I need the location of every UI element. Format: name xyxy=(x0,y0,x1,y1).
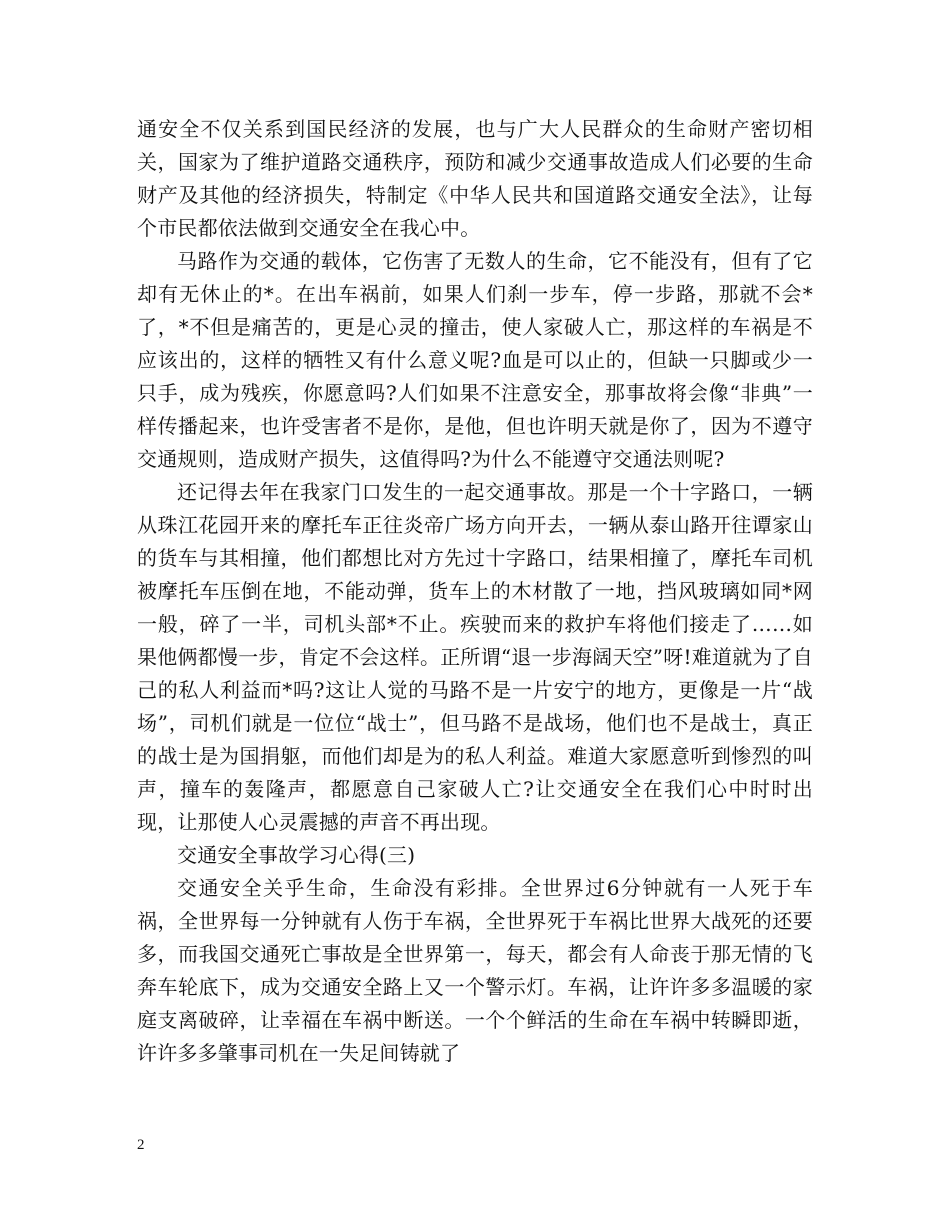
paragraph-continuation: 通安全不仅关系到国民经济的发展，也与广大人民群众的生命财产密切相关，国家为了维护道路交通秩序，预防和减少交通事故造成人们必要的生命财产及其他的经济损失，特制定《中华人民共和国道路交通安全法》，让每个市民都依法做到交通安全在我心中。 xyxy=(137,117,813,240)
page-number: 2 xyxy=(137,1137,145,1153)
section-heading: 交通安全事故学习心得(三) xyxy=(177,843,416,867)
paragraph-road-carrier: 马路作为交通的载体，它伤害了无数人的生命，它不能没有，但有了它却有无休止的*。在出车祸前，如果人们刹一步车，停一步路，那就不会*了，*不但是痛苦的，更是心灵的撞击，使人家破人亡，那这样的车祸是不应该出的，这样的牺牲又有什么意义呢?血是可以止的，但缺一只脚或少一只手，成为残疾，你愿意吗?人们如果不注意安全，那事故将会像“非典”一样传播起来，也许受害者不是你，是他，但也许明天就是你了，因为不遵守交通规则，造成财产损失，这值得吗?为什么不能遵守交通法则呢? xyxy=(137,249,813,471)
body-text xyxy=(137,113,813,1070)
paragraph-life-no-rehearsal: 交通安全关乎生命，生命没有彩排。全世界过6分钟就有一人死于车祸，全世界每一分钟就有人伤于车祸，全世界死于车祸比世界大战死的还要多，而我国交通死亡事故是全世界第一，每天，都会有人命丧于那无情的飞奔车轮底下，成为交通安全路上又一个警示灯。车祸，让许许多多温暖的家庭支离破碎，让幸福在车祸中断送。一个个鲜活的生命在车祸中转瞬即逝，许许多多肇事司机在一失足间铸就了 xyxy=(137,876,813,1065)
paragraph-accident-memory: 还记得去年在我家门口发生的一起交通事故。那是一个十字路口，一辆从珠江花园开来的摩托车正往炎帝广场方向开去，一辆从泰山路开往谭家山的货车与其相撞，他们都想比对方先过十字路口，结果相撞了，摩托车司机被摩托车压倒在地，不能动弹，货车上的木材散了一地，挡风玻璃如同*网一般，碎了一半，司机头部*不止。疾驶而来的救护车将他们接走了……如果他俩都慢一步，肯定不会这样。正所谓“退一步海阔天空”呀!难道就为了自己的私人利益而*吗?这让人觉的马路不是一片安宁的地方，更像是一片“战场”，司机们就是一位位“战士”，但马路不是战场，他们也不是战士，真正的战士是为国捐躯，而他们却是为的私人利益。难道大家愿意听到惨烈的叫声，撞车的轰隆声，都愿意自己家破人亡?让交通安全在我们心中时时出现，让那使人心灵震撼的声音不再出现。 xyxy=(137,480,813,834)
